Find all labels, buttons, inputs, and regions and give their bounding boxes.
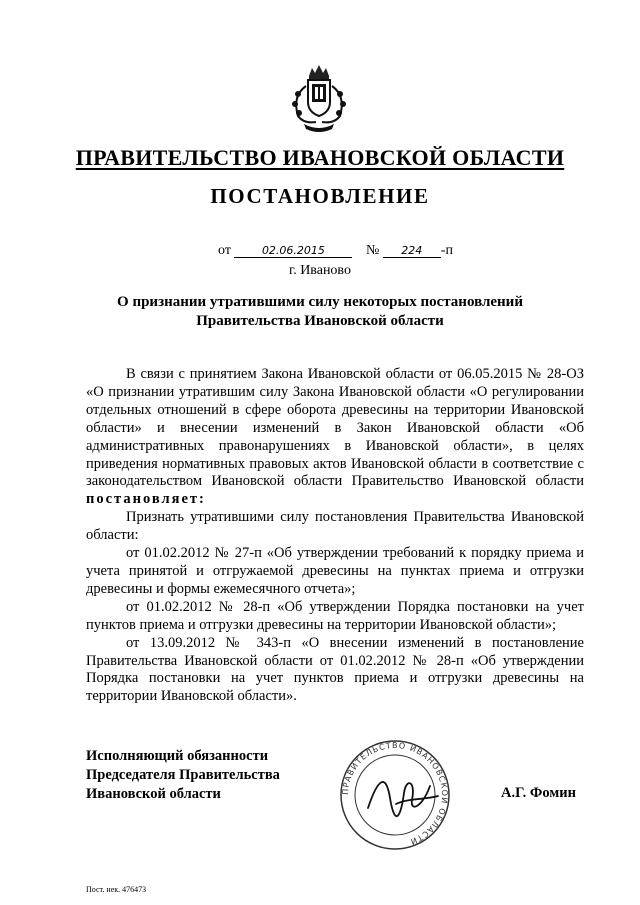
footer-note: Пост. нек. 476473 (86, 885, 147, 894)
intro-text: В связи с принятием Закона Ивановской области от 06.05.2015 № 28-ОЗ «О признании утратившим силу Закона Ивановской области «О регулировании отдельных отношений в сфере оборота древесины на территории Ивановской области» и внесении изменений в Закон Ивановской области «Об административных правонарушениях в Ивановской области», в целях приведения нормативных правовых актов Ивановской области в соответствие с законодательством Ивановской области Правительство Ивановской области (86, 366, 584, 490)
document-type: ПОСТАНОВЛЕНИЕ (210, 184, 430, 208)
subject-line-2: Правительства Ивановской области (196, 313, 444, 329)
decree-word: постановляет: (86, 491, 206, 508)
repealed-item-3: от 13.09.2012 № 343-п «О внесении изменений в постановление Правительства Ивановской области от 01.02.2012 № 28-п «Об утверждении Порядка постановки на учет пунктов приема и отгрузки древесины на территории Ивановской области». (86, 634, 584, 705)
number-value: 224 (383, 244, 441, 258)
document-subject (0, 293, 640, 331)
signatory-line-1: Исполняющий обязанности (86, 748, 269, 764)
official-seal-icon (338, 738, 452, 852)
intro-paragraph (86, 366, 584, 509)
date-number-line (218, 243, 453, 259)
signatory-name: А.Г. Фомин (501, 785, 576, 801)
city: г. Иваново (289, 263, 351, 278)
repealed-item-2: от 01.02.2012 № 28-п «Об утверждении Порядка постановки на учет пунктов приема и отгрузки древесины на территории Ивановской области»; (86, 598, 584, 633)
number-suffix: -п (440, 243, 453, 258)
signatory-line-3: Ивановской области (86, 786, 221, 802)
coat-of-arms-icon (282, 62, 356, 136)
decree-paragraph: Признать утратившими силу постановления Правительства Ивановской области: (86, 509, 584, 544)
document-body (86, 366, 584, 706)
number-sign: № (365, 243, 380, 258)
government-title: ПРАВИТЕЛЬСТВО ИВАНОВСКОЙ ОБЛАСТИ (75, 145, 565, 170)
repealed-item-1: от 01.02.2012 № 27-п «Об утверждении требований к порядку приема и учета принятой и отгружаемой древесины на пунктах приема и отгрузки древесины и формы ежемесячного отчета»; (86, 545, 584, 597)
subject-line-1: О признании утратившими силу некоторых постановлений (117, 294, 523, 310)
seal-text: ПРАВИТЕЛЬСТВО ИВАНОВСКОЙ ОБЛАСТИ (340, 740, 450, 847)
date-prefix: от (218, 243, 231, 258)
signatory-title (86, 747, 280, 804)
date-value: 02.06.2015 (234, 244, 352, 258)
handwritten-signature (368, 782, 438, 816)
signatory-line-2: Председателя Правительства (86, 767, 280, 783)
